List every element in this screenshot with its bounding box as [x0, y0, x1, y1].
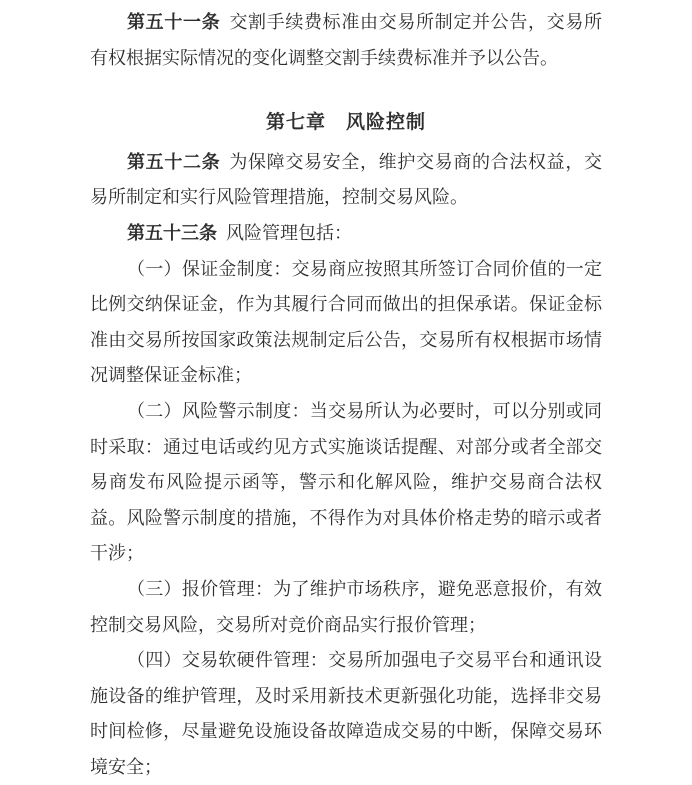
article-51-number: 第五十一条 — [127, 12, 221, 33]
article-53-item-4: （四）交易软硬件管理：交易所加强电子交易平台和通讯设施设备的维护管理，及时采用新技术更新强化功能，选择非交易时间检修，尽量避免设施设备故障造成交易的中断，保障交易环境安全； — [90, 650, 602, 778]
article-53-item-2: （二）风险警示制度：当交易所认为必要时，可以分别或同时采取：通过电话或约见方式实施谈话提醒、对部分或者全部交易商发布风险提示函等，警示和化解风险，维护交易商合法权益。风险警示制度的措施，不得作为对具体价格走势的暗示或者干涉； — [90, 400, 602, 565]
article-53-item-1: （一）保证金制度：交易商应按照其所签订合同价值的一定比例交纳保证金，作为其履行合同而做出的担保承诺。保证金标准由交易所按国家政策法规制定后公告，交易所有权根据市场情况调整保证金标准； — [90, 258, 602, 387]
article-53-number: 第五十三条 — [127, 222, 217, 244]
article-52-number: 第五十二条 — [127, 151, 221, 173]
article-53-paragraph — [90, 216, 602, 252]
article-52-paragraph — [90, 145, 602, 216]
article-52-text: 为保障交易安全，维护交易商的合法权益，交易所制定和实行风险管理措施，控制交易风险。 — [90, 151, 603, 209]
article-53-text: 风险管理包括： — [226, 222, 352, 244]
article-51-text: 交割手续费标准由交易所制定并公告，交易所有权根据实际情况的变化调整交割手续费标准并予以公告。 — [90, 12, 603, 69]
article-53-item-3: （三）报价管理：为了维护市场秩序，避免恶意报价，有效控制交易风险，交易所对竞价商品实行报价管理； — [90, 578, 602, 636]
chapter-7-heading: 第七章 风险控制 — [265, 111, 426, 134]
article-51-paragraph — [90, 5, 602, 76]
